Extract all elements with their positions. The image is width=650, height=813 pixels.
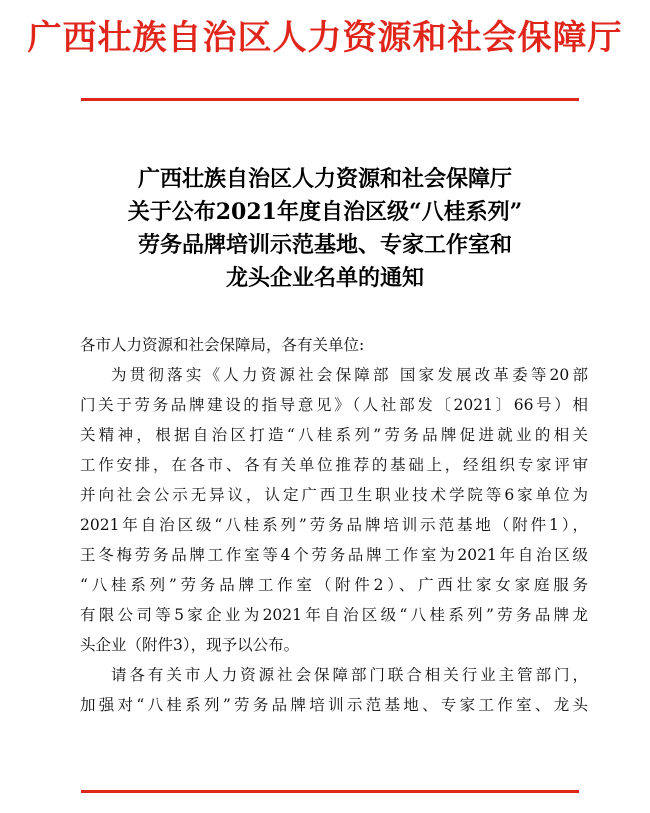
footer-rule [81,790,579,793]
paragraph-2 [80,660,588,720]
paragraph-line: 加强对“八桂系列”劳务品牌培训示范基地、专家工作室、龙头 [80,696,588,714]
paragraph-line: 有限公司等5家企业为2021年自治区级“八桂系列”劳务品牌龙 [80,606,588,624]
masthead-rule [81,98,579,101]
title-line-1: 广西壮族自治区人力资源和社会保障厅 [137,166,512,192]
title-line-4: 龙头企业名单的通知 [225,265,424,291]
paragraph-1 [80,360,588,660]
paragraph-line: 关精神，根据自治区打造“八桂系列”劳务品牌促进就业的相关 [80,426,588,444]
document-body [80,330,588,720]
paragraph-line: 为贯彻落实《人力资源社会保障部 国家发展改革委等20部 [111,366,588,384]
title-line-3: 劳务品牌培训示范基地、专家工作室和 [137,232,512,258]
paragraph-line: 工作安排，在各市、各有关单位推荐的基础上，经组织专家评审 [80,456,588,474]
document-title [0,163,650,295]
salutation: 各市人力资源和社会保障局，各有关单位: [80,336,365,354]
paragraph-line: 王冬梅劳务品牌工作室等4个劳务品牌工作室为2021年自治区级 [80,546,588,564]
paragraph-line: “八桂系列”劳务品牌工作室（附件2）、广西壮家女家庭服务 [80,576,588,594]
paragraph-line: 头企业（附件3），现予以公布。 [80,636,300,654]
paragraph-line: 请各有关市人力资源社会保障部门联合相关行业主管部门， [111,666,588,684]
paragraph-line: 门关于劳务品牌建设的指导意见》（人社部发〔2021〕66号）相 [80,396,588,414]
paragraph-line: 2021年自治区级“八桂系列”劳务品牌培训示范基地（附件1）， [80,516,588,534]
title-line-2: 关于公布2021年度自治区级“八桂系列” [127,199,523,225]
paragraph-line: 并向社会公示无异议，认定广西卫生职业技术学院等6家单位为 [80,486,588,504]
masthead: 广西壮族自治区人力资源和社会保障厅 [27,18,623,58]
